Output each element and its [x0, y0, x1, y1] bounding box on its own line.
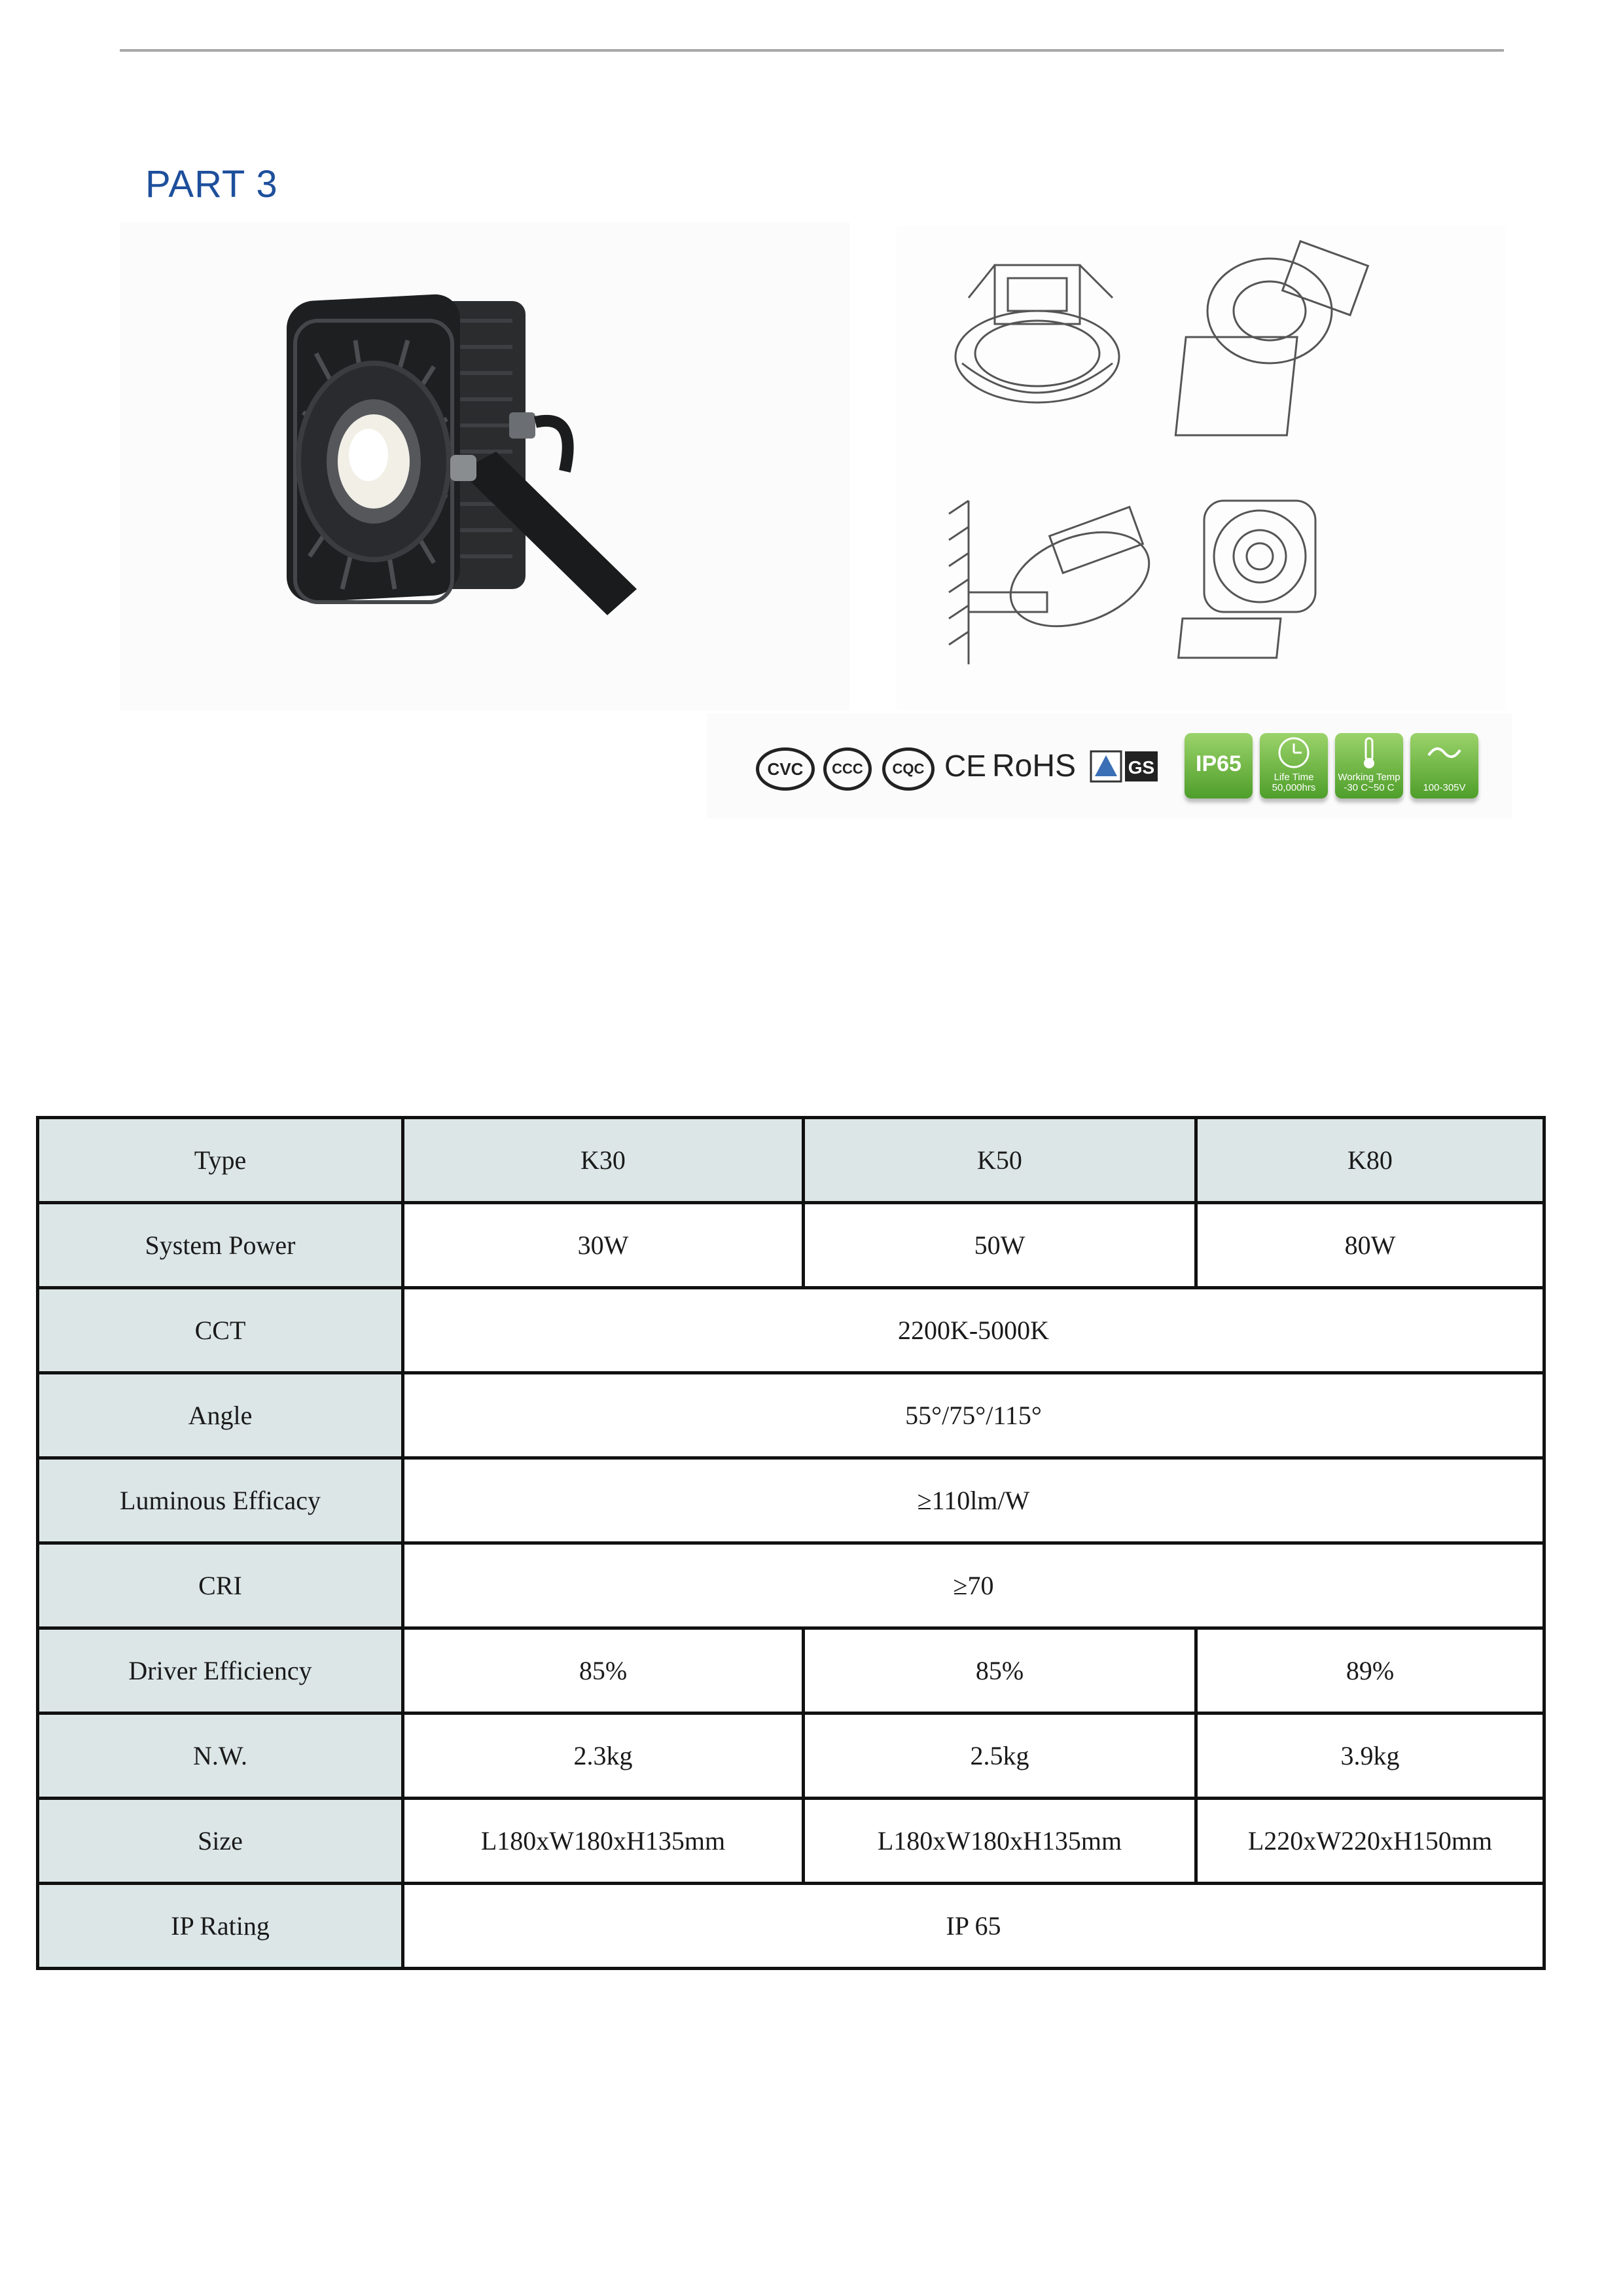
table-row [38, 1884, 1544, 1969]
net-weight-k30: 2.3kg [403, 1713, 804, 1799]
size-k80: L220xW220xH150mm [1196, 1799, 1544, 1884]
model-k30: K30 [403, 1118, 804, 1203]
lifetime-value: 50,000hrs [1272, 782, 1316, 793]
table-row [38, 1288, 1544, 1373]
lifetime-label: Life Time [1274, 772, 1314, 783]
rohs-mark: RoHS [991, 748, 1077, 783]
net-weight-k50: 2.5kg [804, 1713, 1196, 1799]
working-temp-badge [1335, 733, 1403, 798]
cvc-mark: CVC [756, 747, 815, 791]
table-row [38, 1628, 1544, 1713]
ce-mark: CE [944, 749, 986, 783]
cri-label: CRI [38, 1543, 403, 1628]
voltage-value: 100-305V [1423, 782, 1466, 793]
system-power-k50: 50W [804, 1203, 1196, 1288]
size-k30: L180xW180xH135mm [403, 1799, 804, 1884]
model-k50: K50 [804, 1118, 1196, 1203]
product-photo [120, 223, 849, 710]
driver-efficiency-k50: 85% [804, 1628, 1196, 1713]
drawing-bracket-mount [1175, 242, 1368, 435]
driver-efficiency-k80: 89% [1196, 1628, 1544, 1713]
table-row [38, 1373, 1544, 1458]
ac-wave-icon [1410, 733, 1478, 772]
installation-drawings [897, 226, 1505, 710]
working-temp-label: Working Temp [1338, 772, 1400, 783]
table-row [38, 1118, 1544, 1203]
driver-efficiency-label: Driver Efficiency [38, 1628, 403, 1713]
table-row [38, 1799, 1544, 1884]
table-row [38, 1458, 1544, 1543]
ccc-mark: CCC [823, 747, 872, 791]
size-k50: L180xW180xH135mm [804, 1799, 1196, 1884]
angle-value: 55°/75°/115° [403, 1373, 1544, 1458]
ip65-badge: IP65 [1185, 733, 1253, 798]
net-weight-label: N.W. [38, 1713, 403, 1799]
voltage-badge [1410, 733, 1478, 798]
svg-text:GS: GS [1128, 757, 1155, 778]
luminous-efficacy-value: ≥110lm/W [403, 1458, 1544, 1543]
thermometer-icon [1335, 733, 1403, 772]
working-temp-value: -30 C~50 C [1344, 782, 1395, 793]
angle-label: Angle [38, 1373, 403, 1458]
drawing-wall-mount [949, 501, 1162, 664]
section-title: PART 3 [145, 163, 278, 206]
ip-rating-label: IP Rating [38, 1884, 403, 1969]
drawing-front-view [1179, 501, 1315, 658]
system-power-label: System Power [38, 1203, 403, 1288]
cqc-mark: CQC [882, 747, 935, 791]
drawing-ceiling-mount [955, 265, 1119, 403]
type-label: Type [38, 1118, 403, 1203]
size-label: Size [38, 1799, 403, 1884]
system-power-k80: 80W [1196, 1203, 1544, 1288]
net-weight-k80: 3.9kg [1196, 1713, 1544, 1799]
tuv-gs-mark [1090, 747, 1162, 784]
certification-strip [707, 713, 1512, 818]
ip-rating-value: IP 65 [403, 1884, 1544, 1969]
clock-icon [1260, 733, 1328, 772]
cct-value: 2200K-5000K [403, 1288, 1544, 1373]
cri-value: ≥70 [403, 1543, 1544, 1628]
spec-table [36, 1116, 1546, 1970]
lifetime-badge [1260, 733, 1328, 798]
system-power-k30: 30W [403, 1203, 804, 1288]
table-row [38, 1713, 1544, 1799]
table-row [38, 1543, 1544, 1628]
driver-efficiency-k30: 85% [403, 1628, 804, 1713]
table-row [38, 1203, 1544, 1288]
model-k80: K80 [1196, 1118, 1544, 1203]
cct-label: CCT [38, 1288, 403, 1373]
top-divider [120, 49, 1504, 52]
luminous-efficacy-label: Luminous Efficacy [38, 1458, 403, 1543]
